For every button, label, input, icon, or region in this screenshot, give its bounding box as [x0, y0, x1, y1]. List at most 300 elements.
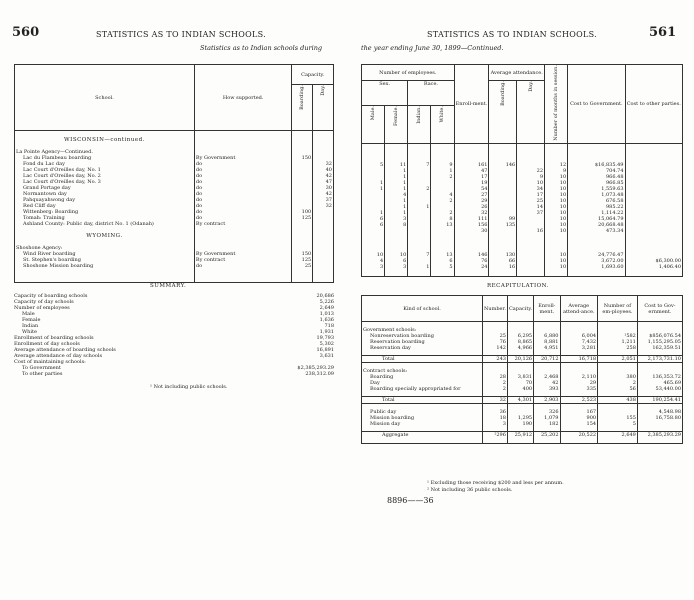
empty-cell — [362, 438, 483, 443]
recap-cell: 142 — [483, 345, 508, 351]
summary-label: White — [22, 329, 37, 335]
how-supported: do — [194, 197, 292, 203]
recap-cell: 190 — [507, 421, 533, 427]
table-cell: 16 — [489, 264, 517, 270]
recap-total-cell: 4,301 — [507, 397, 533, 404]
table-cell: 1 — [408, 264, 431, 270]
empty-cell — [637, 438, 682, 443]
table-cell: 5 — [431, 264, 454, 270]
summary-label: Enrollment of day schools — [14, 341, 80, 347]
table-cell: 10 — [545, 258, 568, 264]
table-cell: 13 — [431, 222, 454, 228]
how-supported: do — [194, 191, 292, 197]
summary-label: Enrollment of boarding schools — [14, 335, 94, 341]
table-cell: 1,559.63 — [568, 186, 625, 192]
table-cell: 6 — [379, 216, 384, 223]
summary-value: 5,302 — [319, 341, 334, 347]
recap-cell: 3,281 — [560, 345, 598, 351]
recap-cell: 8,881 — [534, 339, 560, 345]
table-cell: 8 — [431, 216, 454, 222]
summary-value: 1,636 — [319, 317, 334, 323]
table-cell: 32 — [454, 210, 489, 216]
empty-cell — [194, 269, 292, 283]
table-cell: 10 — [376, 252, 384, 259]
school-name: Ashland County: Public day, district No. 1 (Odanah) — [23, 220, 154, 227]
recap-total-cell: 438 — [598, 397, 638, 404]
table-cell: 146 — [489, 162, 517, 168]
empty-cell — [625, 234, 683, 252]
school-name: St. Stephen's boarding — [23, 256, 81, 263]
recap-cell: 42 — [534, 380, 560, 386]
school-name: Wittenberg: Boarding — [23, 208, 79, 215]
table-cell: 1 — [385, 198, 408, 204]
recap-cell: 400 — [507, 386, 533, 392]
aggregate-cell: 2,649 — [598, 432, 638, 439]
table-cell: 1 — [385, 186, 408, 192]
table-cell: 15,064.79 — [568, 216, 625, 222]
table-cell: 9 — [431, 162, 454, 168]
aggregate-cell: ²296 — [483, 432, 508, 439]
recap-cell: Reservation boarding — [370, 338, 425, 345]
recap-cell: 900 — [560, 415, 598, 421]
school-name: Lac du Flambeau boarding — [23, 154, 92, 161]
recap-cell: 326 — [534, 409, 560, 415]
table-cell: 1,693.60 — [568, 264, 625, 270]
recap-cell: Mission boarding — [370, 414, 415, 421]
capacity-boarding: 125 — [292, 215, 313, 221]
table-cell: 1 — [385, 204, 408, 210]
table-cell: 9 — [545, 168, 568, 174]
table-cell: 37 — [517, 210, 545, 216]
recap-cell: 393 — [534, 386, 560, 392]
table-cell: 10 — [545, 180, 568, 186]
empty-cell — [545, 234, 568, 252]
recap-header: Cost to Gov-ernment. — [637, 296, 682, 322]
recap-cell: Boarding specially appropriated for — [370, 385, 461, 392]
recap-cell: 162,359.51 — [637, 345, 682, 351]
recap-total-cell: Total — [382, 356, 395, 362]
recap-cell: 258 — [598, 345, 638, 351]
recap-cell: 4,951 — [534, 345, 560, 351]
table-caption-right: the year ending June 30, 1899—Continued. — [361, 44, 504, 52]
table-cell: 1 — [379, 180, 384, 187]
recap-cell: Nonreservation boarding — [370, 332, 434, 339]
summary-label: To Government — [22, 365, 61, 371]
summary-label: Average attendance of day schools — [14, 353, 103, 359]
aggregate-cell: 2,385,293.29 — [637, 432, 682, 439]
recap-total-cell: 190,254.41 — [637, 397, 682, 404]
table-cell: 2 — [408, 186, 431, 192]
capacity-day: 37 — [313, 197, 334, 203]
col-sex: Sex. — [362, 81, 408, 106]
recap-total-cell: 16,718 — [560, 356, 598, 363]
page-number-right: 561 — [649, 25, 677, 40]
table-cell: 10 — [385, 252, 408, 258]
empty-cell — [545, 143, 568, 162]
recap-cell: 1,079 — [534, 415, 560, 421]
summary-value: 1,931 — [319, 329, 334, 335]
page-header-right: STATISTICS AS TO INDIAN SCHOOLS. — [427, 30, 597, 39]
recap-row — [362, 339, 683, 345]
summary-value: 20,686 — [316, 293, 334, 299]
recap-cell: 16,758.80 — [637, 415, 682, 421]
state-heading: WISCONSIN—continued. — [64, 136, 145, 143]
empty-cell — [489, 270, 517, 276]
summary-title: SUMMARY. — [150, 283, 187, 289]
how-supported: do — [194, 203, 292, 209]
table-cell: 1,406.40 — [625, 264, 683, 270]
empty-cell — [362, 270, 385, 276]
recap-cell: Mission day — [370, 420, 401, 427]
table-cell: 146 — [454, 252, 489, 258]
col-months: Number of months in session. — [553, 65, 560, 141]
capacity-boarding: 125 — [292, 257, 313, 263]
col-boarding-att: Boarding. — [499, 81, 506, 106]
aggregate-cell: Aggregate — [382, 432, 409, 438]
empty-cell — [545, 270, 568, 276]
agency-heading: La Pointe Agency—Continued. — [16, 148, 93, 155]
recap-cell: 8,865 — [507, 339, 533, 345]
recap-header: Kind of school. — [362, 296, 483, 322]
empty-cell — [431, 270, 454, 276]
capacity-day: 42 — [313, 173, 334, 179]
how-supported: do — [194, 215, 292, 221]
table-cell: 135 — [489, 222, 517, 228]
empty-cell — [385, 234, 408, 252]
capacity-boarding: 100 — [292, 209, 313, 215]
summary-value: 718 — [324, 323, 334, 329]
summary-label: Capacity of boarding schools — [14, 293, 88, 299]
capacity-day: 40 — [313, 167, 334, 173]
table-cell: 3 — [385, 216, 408, 222]
recap-cell: 2,110 — [560, 374, 598, 380]
empty-cell — [483, 438, 508, 443]
table-cell: 6 — [431, 258, 454, 264]
how-supported: do — [194, 161, 292, 167]
recap-cell: 2,468 — [534, 374, 560, 380]
empty-cell — [534, 438, 560, 443]
recap-cell: Day — [370, 379, 380, 386]
recap-cell: 2 — [483, 386, 508, 392]
recap-row — [362, 386, 683, 392]
recap-cell: Reservation day — [370, 344, 411, 351]
recap-cell: 70 — [507, 380, 533, 386]
table-cell: 6 — [379, 222, 384, 229]
how-supported: do — [194, 209, 292, 215]
summary-label: Capacity of day schools — [14, 299, 74, 305]
recap-cell: 1,211 — [598, 339, 638, 345]
recap-cell: 1,155,295.05 — [637, 339, 682, 345]
table-cell: $6,300.00 — [625, 258, 683, 264]
table-cell: 161 — [454, 162, 489, 168]
recap-cell: 56 — [598, 386, 638, 392]
recap-cell: 335 — [560, 386, 598, 392]
summary-value: $2,385,293.29 — [297, 365, 334, 371]
recap-total-cell: 20,712 — [534, 356, 560, 363]
summary-value: 3,631 — [319, 353, 334, 359]
spacer-row — [362, 143, 683, 162]
table-cell: 1,073.48 — [568, 192, 625, 198]
table-cell: 10 — [545, 192, 568, 198]
table-cell: 30 — [454, 228, 489, 234]
table-cell: 1 — [385, 180, 408, 186]
table-cell: 1 — [379, 186, 384, 193]
signature-mark: 8896——36 — [387, 496, 434, 505]
how-supported: do — [194, 263, 292, 269]
col-cost-government: Cost to Government. — [568, 65, 625, 144]
table-cell: 47 — [454, 168, 489, 174]
how-supported: By Government — [194, 251, 292, 257]
empty-cell — [454, 270, 489, 276]
table-cell: 3 — [385, 264, 408, 270]
recap-cell: 5 — [598, 421, 638, 427]
recap-cell: 2 — [483, 380, 508, 386]
table-cell: 26 — [454, 204, 489, 210]
summary-label: Number of employees — [14, 305, 70, 311]
spacer-row — [362, 438, 683, 443]
recap-total-cell: 2,903 — [534, 397, 560, 404]
table-cell: 10 — [545, 252, 568, 258]
school-name: Grand Portage day — [23, 184, 71, 191]
table-cell: 10 — [545, 204, 568, 210]
recap-cell: Boarding — [370, 373, 394, 380]
table-cell: 99 — [489, 216, 517, 222]
capacity-boarding: 150 — [292, 155, 313, 161]
recap-cell: 182 — [534, 421, 560, 427]
spacer-row — [362, 234, 683, 252]
table-cell: 966.48 — [568, 174, 625, 180]
table-cell: 17 — [454, 174, 489, 180]
col-day: Day. — [320, 85, 327, 96]
capacity-day: 32 — [313, 161, 334, 167]
footnote-right-1: ¹ Excluding those receiving $200 and less per annum. — [427, 480, 564, 486]
schools-table-left — [14, 64, 334, 283]
how-supported: do — [194, 179, 292, 185]
capacity-boarding: 25 — [292, 263, 313, 269]
recap-cell: 25 — [483, 333, 508, 339]
recap-header: Average attend-ance. — [560, 296, 598, 322]
school-name: Wind River boarding — [23, 250, 76, 257]
table-cell: 7 — [408, 162, 431, 168]
table-cell: 1 — [385, 168, 408, 174]
empty-cell — [408, 234, 431, 252]
capacity-day: 47 — [313, 179, 334, 185]
table-cell: 22 — [517, 168, 545, 174]
how-supported: do — [194, 173, 292, 179]
recap-header: Number. — [483, 296, 508, 322]
col-boarding: Boarding. — [299, 85, 306, 110]
col-average-attendance: Average attendance. — [489, 65, 545, 81]
summary-list — [14, 293, 334, 377]
agency-heading: Shoshone Agency: — [16, 244, 63, 251]
empty-cell — [362, 234, 385, 252]
col-male: Male. — [370, 105, 377, 121]
recap-cell: 36 — [483, 409, 508, 415]
empty-cell — [489, 143, 517, 162]
table-cell: 19 — [454, 180, 489, 186]
table-cell: 24,776.47 — [568, 252, 625, 258]
empty-cell — [15, 269, 195, 283]
table-cell: 1 — [385, 210, 408, 216]
table-cell: 3,672.00 — [568, 258, 625, 264]
recap-cell: 465.69 — [637, 380, 682, 386]
table-cell: 11 — [385, 162, 408, 168]
recap-cell: 6,004 — [560, 333, 598, 339]
recap-total-cell: Total — [382, 397, 395, 403]
empty-cell — [489, 234, 517, 252]
empty-cell — [517, 270, 545, 276]
spacer-row — [362, 270, 683, 276]
empty-cell — [507, 438, 533, 443]
recap-cell: 1,295 — [507, 415, 533, 421]
school-name: Lac Court d'Oreilles day, No. 3 — [23, 178, 101, 185]
right-page — [347, 0, 694, 600]
table-cell: 7 — [408, 252, 431, 258]
table-cell: 10 — [545, 198, 568, 204]
table-cell: 2 — [431, 198, 454, 204]
empty-cell — [385, 143, 408, 162]
group-title: Government schools: — [363, 326, 417, 333]
col-race: Race. — [408, 81, 454, 106]
col-cost-other: Cost to other parties. — [625, 65, 683, 144]
empty-cell — [625, 270, 683, 276]
recap-total-cell: 20,126 — [507, 356, 533, 363]
school-name: Fond du Lac day — [23, 160, 65, 167]
table-cell: 6 — [385, 258, 408, 264]
table-cell: 704.74 — [568, 168, 625, 174]
table-cell: 34 — [517, 186, 545, 192]
col-capacity: Capacity. — [292, 65, 334, 85]
aggregate-cell: 20,522 — [560, 432, 598, 439]
school-name: Lac Court d'Oreilles day, No. 1 — [23, 166, 101, 173]
summary-label: Indian — [22, 323, 39, 329]
school-name: Tomah: Training — [23, 214, 65, 221]
how-supported: By contract — [194, 221, 292, 227]
table-cell: 473.34 — [568, 228, 625, 234]
col-school: School. — [95, 94, 114, 101]
table-cell: 13 — [431, 252, 454, 258]
recap-cell: 136,353.72 — [637, 374, 682, 380]
school-name: Normantown day — [23, 190, 67, 197]
empty-cell — [625, 143, 683, 162]
recap-title: RECAPITULATION. — [487, 283, 549, 289]
recap-header-row — [362, 296, 683, 322]
empty-cell — [313, 269, 334, 283]
empty-cell — [431, 234, 454, 252]
capacity-day: 42 — [313, 191, 334, 197]
col-indian: Indian. — [416, 105, 423, 124]
recap-cell: 4,548.98 — [637, 409, 682, 415]
table-cell: 676.58 — [568, 198, 625, 204]
empty-cell — [560, 438, 598, 443]
table-cell: 1,114.22 — [568, 210, 625, 216]
col-female: Female. — [393, 105, 400, 126]
recap-cell: 155 — [598, 415, 638, 421]
table-cell: 66 — [489, 258, 517, 264]
table-cell: 10 — [545, 228, 568, 234]
table-cell: 10 — [545, 174, 568, 180]
empty-cell — [431, 143, 454, 162]
capacity-day: 32 — [313, 203, 334, 209]
table-cell: 54 — [454, 186, 489, 192]
page-number-left: 560 — [12, 25, 40, 40]
table-cell: 10 — [545, 264, 568, 270]
recap-header: Capacity. — [507, 296, 533, 322]
schools-table-right — [361, 64, 683, 277]
recap-table — [361, 295, 683, 444]
empty-cell — [568, 234, 625, 252]
table-cell: 76 — [454, 258, 489, 264]
table-cell: 111 — [454, 216, 489, 222]
summary-value: 1,013 — [319, 311, 334, 317]
table-cell: 16 — [517, 228, 545, 234]
col-day-att: Day. — [527, 81, 534, 92]
how-supported: By contract — [194, 257, 292, 263]
recap-total-cell: 2,523 — [560, 397, 598, 404]
empty-cell — [408, 143, 431, 162]
recap-cell: 380 — [598, 374, 638, 380]
summary-label: Cost of maintaining schools: — [14, 359, 86, 365]
how-supported: By Government — [194, 155, 292, 161]
empty-cell — [362, 143, 385, 162]
table-cell: $16,835.49 — [568, 162, 625, 168]
school-name: Lac Court d'Oreilles day, No. 2 — [23, 172, 101, 179]
table-cell: 9 — [517, 174, 545, 180]
table-cell: 24 — [454, 264, 489, 270]
summary-label: Female — [22, 317, 41, 323]
recap-total-cell: 32 — [483, 397, 508, 404]
empty-cell — [598, 438, 638, 443]
empty-cell — [517, 143, 545, 162]
recap-cell: 29 — [560, 380, 598, 386]
table-cell: 1 — [385, 174, 408, 180]
table-cell: 17 — [517, 192, 545, 198]
recap-cell: 167 — [560, 409, 598, 415]
recap-cell: 6,880 — [534, 333, 560, 339]
recap-total-cell: 2,173,731.10 — [637, 356, 682, 363]
table-cell: 20,668.48 — [568, 222, 625, 228]
recap-row — [362, 333, 683, 339]
col-employees: Number of employees. — [362, 65, 455, 81]
table-cell: 156 — [454, 222, 489, 228]
recap-total-row — [362, 356, 683, 363]
state-heading: WYOMING. — [86, 232, 123, 239]
table-cell: 966.85 — [568, 180, 625, 186]
empty-cell — [517, 234, 545, 252]
col-white: White. — [439, 105, 446, 123]
capacity-boarding: 150 — [292, 251, 313, 257]
recap-cell: 76 — [483, 339, 508, 345]
table-cell: 27 — [454, 192, 489, 198]
table-cell: 10 — [517, 180, 545, 186]
summary-value: 19,793 — [316, 335, 334, 341]
table-cell: 1 — [379, 210, 384, 217]
table-cell: 12 — [545, 162, 568, 168]
recap-header: Enroll-ment. — [534, 296, 560, 322]
recap-total-row — [362, 397, 683, 404]
table-cell: 4 — [379, 258, 384, 265]
recap-cell: 2 — [598, 380, 638, 386]
table-cell: 1 — [408, 204, 431, 210]
table-cell: 985.22 — [568, 204, 625, 210]
recap-row — [362, 415, 683, 421]
table-cell: 10 — [545, 210, 568, 216]
school-name: Red Cliff day — [23, 202, 56, 209]
footnote-left: ¹ Not including public schools. — [150, 384, 228, 390]
empty-cell — [292, 269, 313, 283]
summary-value: 5,226 — [319, 299, 334, 305]
table-cell: 29 — [454, 198, 489, 204]
